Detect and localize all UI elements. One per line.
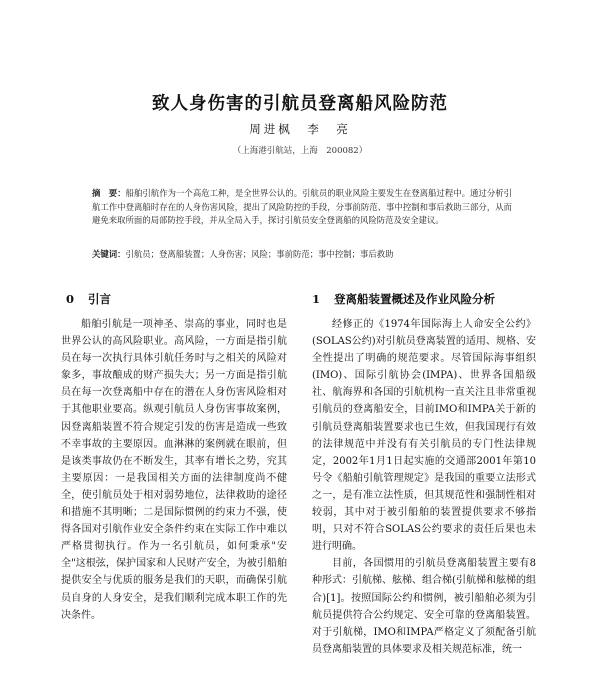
right-column	[312, 316, 536, 658]
keywords-block	[92, 248, 512, 261]
section-title: 引言	[88, 292, 112, 306]
body-paragraph: 经修正的《1974年国际海上人命安全公约》(SOLAS公约)对引航员登离装置的适用、规格、安全性提出了明确的规范要求。尽管国际海事组织(IMO)、国际引航协会(IMPA)、世界各国船级社、航海界和各国的引航机构一直关注且非常重视引航员的登离船安全，目前IMO和IMPA关于新的引航员登离船装置要求也已生效，但我国现行有效的法律规范中并没有有关引航员的专门性法律规定，2002年1月1日起实施的交通部2001年第10号令《船舶引航管理规定》是我国的重要立法形式之一，是有准立法性质，但其规范性和强制性相对较弱，其中对于被引船舶的装置提供要求不够指明，只对不符合SOLAS公约要求的责任后果也未进行明确。	[312, 319, 536, 553]
section-number: 1	[312, 292, 321, 306]
abstract-label: 摘 要：	[92, 188, 126, 198]
paper-affiliation: （上海港引航站，上海 200082）	[232, 146, 368, 156]
abstract-text: 船舶引航作为一个高危工种，是全世界公认的。引航员的职业风险主要发生在登离船过程中。通过分析引航工作中登离船时存在的人身伤害风险，提出了风险防控的手段，分事前防范、事中控制和事后救助三部分，从而避免来取所面的局部防控手段，并从全局入手，探讨引航员安全登离船的风险防范及安全建议。	[92, 188, 513, 226]
paper-title: 致人身伤害的引航员登离船风险防范	[152, 94, 448, 114]
paper-authors: 周进枫 李 亮	[249, 122, 351, 136]
keywords-label: 关键词：	[92, 249, 126, 259]
section-heading-introduction	[66, 291, 111, 307]
section-title: 登离船装置概述及作业风险分析	[334, 292, 496, 306]
section-number: 0	[66, 292, 75, 306]
section-heading-overview	[312, 291, 495, 307]
abstract-block	[92, 187, 512, 228]
body-paragraph: 目前，各国惯用的引航员登离船装置主要有8种形式：引航梯、舷梯、组合梯(引航梯和舷梯的组合)[1]。按照国际公约和惯例，被引船舶必须为引航员提供符合公约规定、安全可靠的登离船装置。对于引航梯，IMO和IMPA严格定义了须配备引航员登离船装置的具体要求及相关规范标准，统一	[312, 558, 536, 655]
left-column	[61, 316, 287, 624]
body-paragraph: 船舶引航是一项神圣、崇高的事业，同时也是世界公认的高风险职业。高风险，一方面是指引航员在每一次执行具体引航任务时与之相关的风险对象多，事故酿成的财产损失大；另一方面是指引航员在每一次登离船中存在的潜在人身伤害风险相对于其他职业要高。纵观引航员人身伤害事故案例，因登离船装置不符合规定引发的伤害是造成一些致不幸事故的主要原因。血淋淋的案例就在眼前，但是该类事故仍在不断发生，其率有增长之势，究其主要原因：一是我国相关方面的法律制度尚不健全，使引航员处于相对弱势地位，法律救助的途径和措施不其明晰；二是国际惯例的约束力不强，使得各国对引航作业安全条件约束在实际工作中难以严格贯彻执行。作为一名引航员，如何秉承"安全"这根弦，保护国家和人民财产安全，为被引船舶提供安全与优质的服务是我们的天职，而确保引航员自身的人身安全，是我们顺利完成本职工作的先决条件。	[61, 319, 287, 621]
keywords-text: 引航员；登离船装置；人身伤害；风险；事前防范；事中控制；事后救助	[125, 249, 394, 259]
